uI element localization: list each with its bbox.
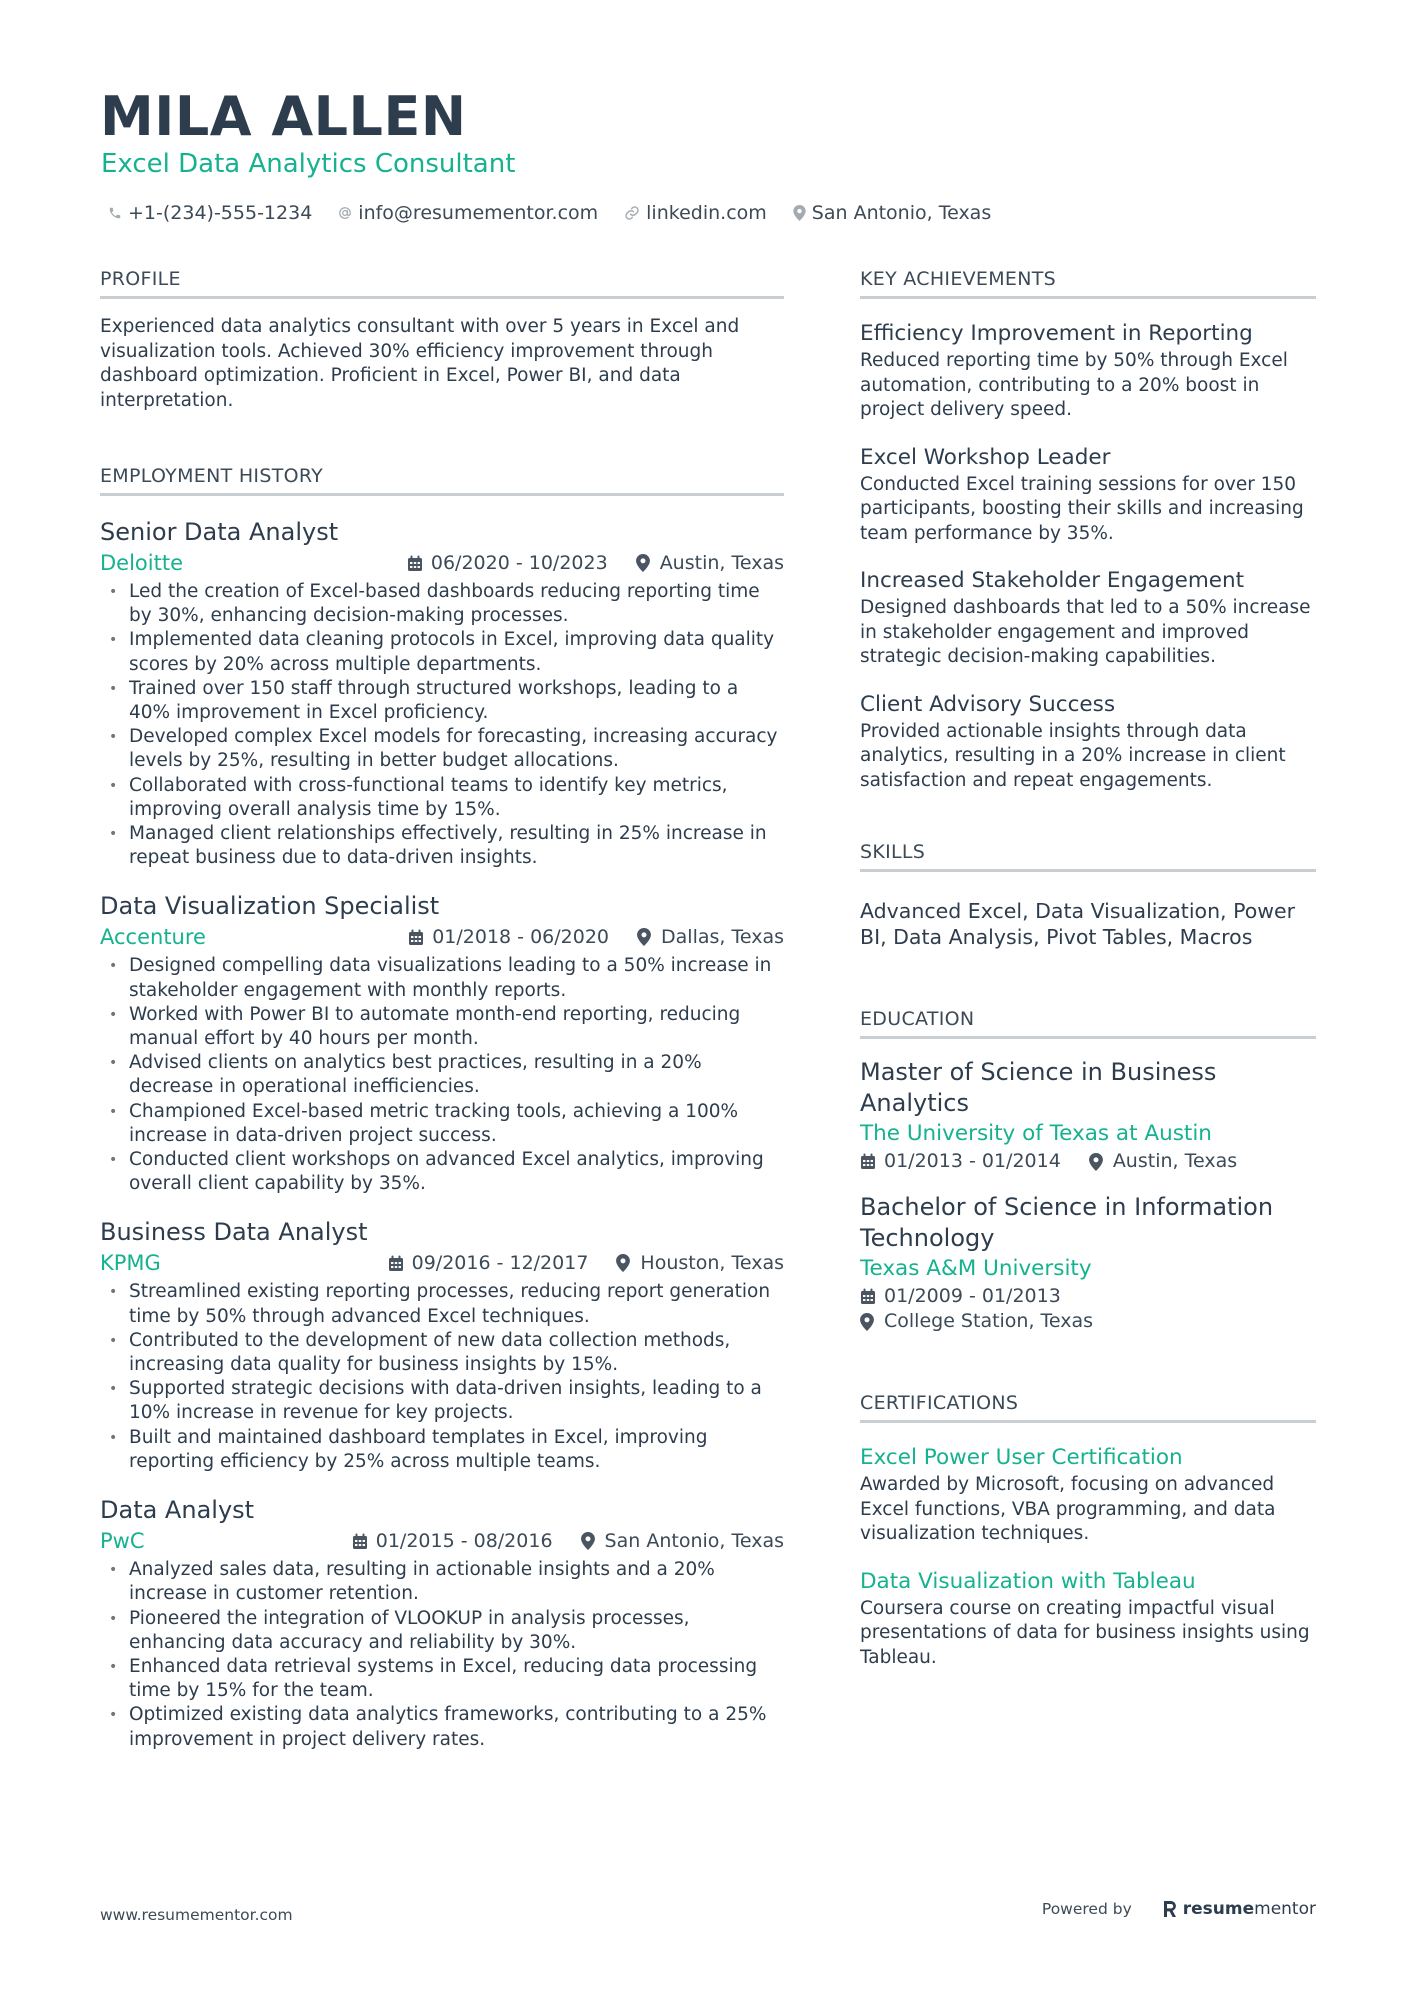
certification-text: Awarded by Microsoft, focusing on advanced Excel functions, VBA programming, and data visualization techniques. [860, 1474, 1276, 1544]
list-item: • Championed Excel-based metric tracking tools, achieving a 100% increase in data-driven project success. [100, 1100, 784, 1148]
location-pin-icon [860, 1313, 874, 1331]
right-column [860, 266, 1316, 1670]
education-meta [860, 1309, 1316, 1334]
certification-title: Excel Power User Certification [860, 1445, 1183, 1470]
calendar-icon [860, 1288, 876, 1305]
job-meta-line [100, 922, 784, 952]
list-item: • Designed compelling data visualizations leading to a 50% increase in stakeholder engagement with monthly reports. [100, 954, 784, 1002]
company-name: Deloitte [100, 551, 183, 575]
company-name: PwC [100, 1529, 145, 1554]
skills-list: Advanced Excel, Data Visualization, Power BI, Data Analysis, Pivot Tables, Macros [860, 899, 1296, 949]
education-meta [860, 1284, 1316, 1309]
job-dates-text: 09/2016 - 12/2017 [411, 1252, 589, 1275]
employment-heading: EMPLOYMENT HISTORY [100, 463, 784, 496]
list-item: • Streamlined existing reporting processes, reducing report generation time by 50% through advanced Excel techniques. [100, 1280, 784, 1328]
calendar-icon [352, 1533, 368, 1550]
certification-item [860, 1443, 1316, 1547]
link-icon [624, 205, 640, 221]
contact-email[interactable] [338, 202, 598, 224]
certification-text: Coursera course on creating impactful visual presentations of data for business insights using Tableau. [860, 1597, 1310, 1668]
footer-branding [1042, 1899, 1316, 1919]
list-item: • Pioneered the integration of VLOOKUP in analysis processes, enhancing data accuracy and reliability by 30%. [100, 1607, 784, 1655]
job-bullets [100, 1558, 784, 1752]
job-location-text: Austin, Texas [659, 552, 784, 574]
location-pin-icon [616, 1254, 630, 1272]
education-dates: 01/2013 - 01/2014 [884, 1150, 1061, 1172]
job-entry [100, 1216, 784, 1474]
list-item: • Supported strategic decisions with data-driven insights, leading to a 10% increase in revenue for key projects. [100, 1377, 784, 1425]
list-item: • Collaborated with cross-functional teams to identify key metrics, improving overall analysis time by 15%. [100, 774, 784, 822]
job-bullets [100, 954, 784, 1196]
job-title: Business Data Analyst [100, 1218, 368, 1247]
job-dates [408, 926, 784, 948]
candidate-title: Excel Data Analytics Consultant [101, 149, 516, 179]
email-text: info@resumementor.com [358, 202, 599, 224]
list-item: • Trained over 150 staff through structured workshops, leading to a 40% improvement in Excel proficiency. [100, 677, 784, 725]
location-pin-icon [636, 554, 650, 572]
contact-bar [108, 199, 1017, 227]
list-item: • Built and maintained dashboard templates in Excel, improving reporting efficiency by 25% across multiple teams. [100, 1426, 784, 1474]
company-name: KPMG [100, 1251, 161, 1276]
list-item: • Advised clients on analytics best practices, resulting in a 20% decrease in operational inefficiencies. [100, 1051, 784, 1099]
achievement-text: Designed dashboards that led to a 50% increase in stakeholder engagement and improved strategic decision-making capabilities. [860, 597, 1311, 667]
location-pin-icon [581, 1532, 595, 1550]
list-item: • Conducted client workshops on advanced Excel analytics, improving overall client capability by 35%. [100, 1148, 784, 1196]
profile-heading: PROFILE [100, 266, 784, 299]
list-item: • Implemented data cleaning protocols in Excel, improving data quality scores by 20% across multiple departments. [100, 628, 784, 676]
job-bullets [100, 1280, 784, 1474]
list-item: • Worked with Power BI to automate month-end reporting, reducing manual effort by 40 hours per month. [100, 1003, 784, 1051]
education-meta [860, 1149, 1316, 1174]
list-item: • Optimized existing data analytics frameworks, contributing to a 25% improvement in project delivery rates. [100, 1703, 784, 1751]
job-location-text: Houston, Texas [640, 1252, 784, 1275]
list-item: • Led the creation of Excel-based dashboards reducing reporting time by 30%, enhancing decision-making processes. [100, 580, 784, 628]
location-pin-icon [793, 205, 806, 221]
education-degree: Master of Science in Business Analytics [860, 1058, 1217, 1117]
achievement-text: Conducted Excel training sessions for over 150 participants, boosting their skills and increasing team performance by 35%. [860, 473, 1304, 544]
powered-by-text: Powered by [1041, 1900, 1132, 1918]
achievement-title: Increased Stakeholder Engagement [860, 568, 1245, 593]
job-title: Senior Data Analyst [100, 518, 339, 546]
achievements-heading: KEY ACHIEVEMENTS [860, 266, 1316, 299]
achievement-item [860, 690, 1316, 794]
website-text: linkedin.com [646, 202, 767, 224]
calendar-icon [408, 929, 424, 946]
education-location: College Station, Texas [884, 1310, 1094, 1332]
phone-text: +1-(234)-555-1234 [128, 202, 313, 224]
at-icon [338, 206, 352, 220]
contact-website[interactable] [624, 202, 767, 224]
job-dates-text: 01/2018 - 06/2020 [432, 926, 610, 949]
education-degree: Bachelor of Science in Information Technology [860, 1193, 1274, 1252]
education-item [860, 1192, 1316, 1334]
candidate-name: MILA ALLEN [100, 85, 467, 148]
achievement-title: Efficiency Improvement in Reporting [860, 321, 1253, 346]
job-location-text: San Antonio, Texas [604, 1530, 784, 1553]
certification-title: Data Visualization with Tableau [860, 1568, 1196, 1594]
calendar-icon [407, 555, 423, 572]
job-dates-text: 01/2015 - 08/2016 [375, 1530, 553, 1553]
job-dates [388, 1252, 784, 1274]
achievement-item [860, 566, 1316, 670]
resumementor-logo-icon [1162, 1899, 1178, 1919]
location-pin-icon [637, 928, 651, 946]
footer-url[interactable]: www.resumementor.com [100, 1906, 293, 1924]
job-meta-line [100, 548, 784, 578]
brand-name-bold: resume [1182, 1899, 1255, 1919]
left-column [100, 266, 784, 1752]
skills-heading: SKILLS [860, 839, 1316, 872]
contact-location [793, 202, 991, 224]
list-item: • Managed client relationships effectively, resulting in 25% increase in repeat business due to data-driven insights. [100, 822, 784, 870]
list-item: • Enhanced data retrieval systems in Excel, reducing data processing time by 15% for the team. [100, 1655, 784, 1703]
education-location: Austin, Texas [1112, 1150, 1238, 1172]
certifications-heading: CERTIFICATIONS [860, 1390, 1316, 1423]
list-item: • Developed complex Excel models for forecasting, increasing accuracy levels by 25%, resulting in better budget allocations. [100, 725, 784, 773]
brand-name-light: mentor [1254, 1899, 1316, 1919]
job-dates-text: 06/2020 - 10/2023 [430, 552, 608, 574]
calendar-icon [388, 1255, 404, 1272]
achievement-text: Reduced reporting time by 50% through Excel automation, contributing to a 20% boost in project delivery speed. [860, 350, 1288, 420]
achievement-item [860, 319, 1316, 423]
job-meta-line [100, 1526, 784, 1556]
list-item: • Analyzed sales data, resulting in actionable insights and a 20% increase in customer retention. [100, 1558, 784, 1606]
location-pin-icon [1089, 1153, 1103, 1171]
job-meta-line [100, 1248, 784, 1278]
company-name: Accenture [100, 925, 206, 950]
education-school: The University of Texas at Austin [860, 1121, 1212, 1146]
education-item [860, 1057, 1316, 1174]
job-location-text: Dallas, Texas [661, 926, 784, 949]
contact-phone[interactable] [108, 202, 312, 224]
achievement-title: Client Advisory Success [860, 691, 1116, 717]
job-bullets [100, 580, 784, 870]
job-dates [407, 552, 784, 574]
education-dates: 01/2009 - 01/2013 [884, 1285, 1061, 1307]
job-entry [100, 890, 784, 1196]
job-entry [100, 516, 784, 870]
achievement-item [860, 443, 1316, 547]
job-title: Data Visualization Specialist [100, 892, 440, 921]
phone-icon [108, 206, 122, 220]
calendar-icon [860, 1153, 876, 1170]
education-school: Texas A&M University [860, 1256, 1092, 1281]
achievement-title: Excel Workshop Leader [860, 444, 1111, 470]
list-item: • Contributed to the development of new data collection methods, increasing data quality for business insights by 15%. [100, 1329, 784, 1377]
location-text: San Antonio, Texas [811, 202, 992, 224]
profile-summary: Experienced data analytics consultant with over 5 years in Excel and visualization tools. Achieved 30% efficiency improvement through dashboard optimization. Proficient in Excel, Power BI, and data interpretation. [100, 316, 740, 411]
education-heading: EDUCATION [860, 1006, 1316, 1039]
job-entry [100, 1494, 784, 1752]
job-dates [352, 1530, 784, 1552]
brand-logo[interactable] [1162, 1899, 1316, 1919]
job-title: Data Analyst [100, 1496, 255, 1525]
certification-item [860, 1567, 1316, 1671]
achievement-text: Provided actionable insights through data analytics, resulting in a 20% increase in client satisfaction and repeat engagements. [860, 720, 1286, 791]
